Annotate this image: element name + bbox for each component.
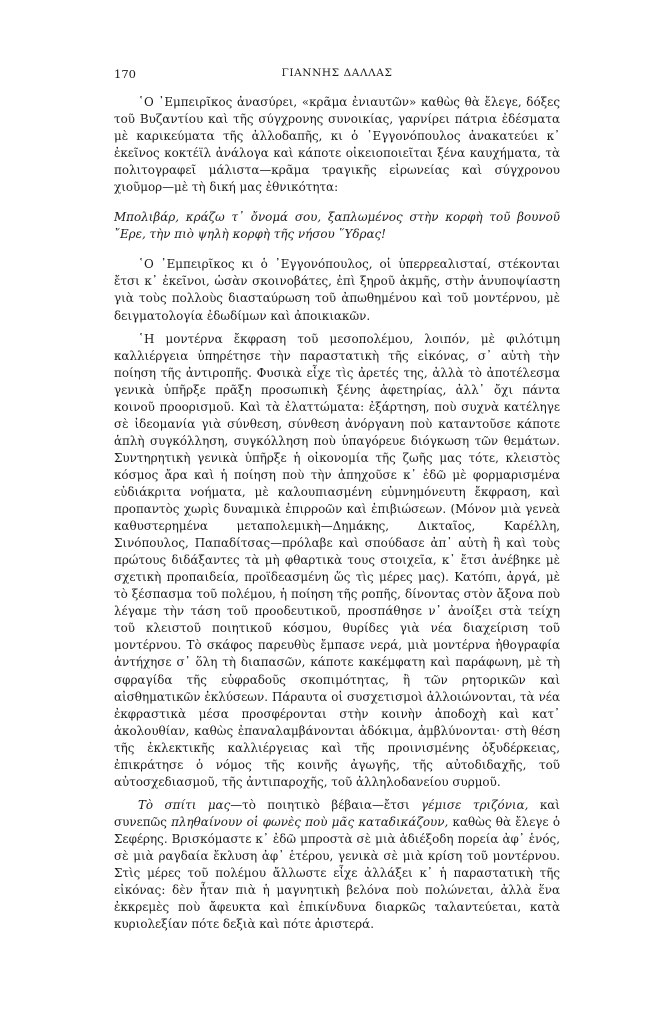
- paragraph-3: ῾Η μοντέρνα ἔκφραση τοῦ μεσοπολέμου, λοιπόν, μὲ φιλότιμη καλλιέργεια ὑπηρέτησε τὴν παραστατικὴ τῆς εἰκόνας, σ᾿ αὐτὴ τὴν ποίηση τῆς ἀντιροπῆς. Φυσικὰ εἶχε τὶς ἀρετές της, ἀλλὰ τὸ ἀποτέλεσμα γενικὰ ὑπῆρξε πρᾶξη προσωπικὴ ξένης ἀφετηρίας, ἀλλ᾿ ὄχι πάντα κοινοῦ προορισμοῦ. Καὶ τὰ ἐλαττώματα: ἐξάρτηση, ποὺ συχνὰ κατέληγε σὲ ἰδεομανία γιὰ σύνθεση, σύνθεση ἀνόργανη ποὺ καταντοῦσε κάποτε ἁπλὴ συγκόλληση, συγκόλληση ποὺ ὑπαγόρευε διόγκωση τῶν θεμάτων. Συντηρητικὴ γενικὰ ὑπῆρξε ἡ οἰκονομία τῆς ζωῆς μας τότε, κλειστὸς κόσμος ἄρα καὶ ἡ ποίηση ποὺ τὴν ἀπηχοῦσε κ᾿ ἐδῶ μὲ φορμαρισμένα εὐδιάκριτα νοήματα, μὲ καλουπιασμένη εὐμνημόνευτη ἔκφραση, καὶ προπαντὸς χωρὶς δυναμικὰ ἐπιρροῶν καὶ ἐπιβιώσεων. (Μόνον μιὰ γενεὰ καθυστερημένα μεταπολεμικὴ—Δημάκης, Δικταῖος, Καρέλλη, Σινόπουλος, Παπαδίτσας—πρόλαβε καὶ σπούδασε ἀπ᾿ αὐτὴ ἢ καὶ τοὺς πρώτους διδάξαντες τὰ μὴ φθαρτικὰ τους στοιχεῖα, κ᾿ ἔτσι ἀνέβηκε μὲ σχετικὴ προπαιδεία, προϊδεασμένη ὥς τὶς μέρες μας). Κατόπι, ἀργά, μὲ τὸ ξέσπασμα τοῦ πολέμου, ἡ ποίηση τῆς ροπῆς, δίνοντας στὸν ἄξονα ποὺ λέγαμε τὴν τάση τοῦ προοδευτικοῦ, προσπάθησε ν᾿ ἀνοίξει στὰ τείχη τοῦ κλειστοῦ ποιητικοῦ κόσμου, θυρίδες γιὰ νέα διαχείριση τοῦ μοντέρνου. Τὸ σκάφος παρευθὺς ἔμπασε νερά, μιὰ μοντέρνα ἠθογραφία ἀντήχησε σ᾿ ὅλη τὴ διαπασῶν, κάποτε κακέμφατη καὶ παράφωνη, μὲ τὴ σφραγίδα τῆς εὐφραδοῦς σκοπιμότητας, ἢ τῶν ρητορικῶν καὶ αἰσθηματικῶν ἐκλύσεων. Πάραυτα οἱ συσχετισμοὶ ἀλλοιώνονται, τὰ νέα ἐκφραστικὰ μέσα προσφέρονται στὴν κοινὴν ἀποδοχὴ καὶ κατ᾿ ἀκολουθίαν, καθὼς ἐπαναλαμβάνονται ἀδόκιμα, ἀμβλύνονται· στὴ θέση τῆς ἐκλεκτικῆς καλλιέργειας καὶ τῆς προινισμένης ὀξυδέρκειας, ἐπικράτησε ὁ νόμος τῆς κοινῆς ἀγωγῆς, τῆς αὐτοδιδαχῆς, τοῦ αὐτοσχεδιασμοῦ, τῆς ἀντιπαροχῆς, τοῦ ἀλληλοδανείου συρμοῦ.: [114, 331, 560, 789]
- paragraph-2: ῾Ο ᾿Εμπειρῖκος κι ὁ ᾿Εγγονόπουλος, οἱ ὑπερρεαλισταί, στέκονται ἔτσι κ᾿ ἐκεῖνοι, ὡσὰν σκοινοβάτες, ἐπὶ ξηροῦ ἀκμῆς, στὴν ἀνυποψίαστη γιὰ τοὺς πολλοὺς διασταύρωση τοῦ ἀπωθημένου καὶ τοῦ μοντέρνου, μὲ δειγματολογία ἐδωδίμων καὶ ἀποικιακῶν.: [114, 257, 560, 323]
- page-number: 170: [114, 67, 136, 81]
- text-run-3: καθὼς θὰ ἔλεγε ὁ Σεφέρης. Βρισκόμαστε κ᾿ ἐδῶ μπροστὰ σὲ μιὰ ἀδιέξοδη πορεία ἀφ᾿ ἑνός, σὲ μιὰ ραγδαία ἔκλυση ἀφ᾿ ἑτέρου, γενικὰ σὲ μιὰ κρίση τοῦ μοντέρνου. Στὶς μέρες τοῦ πολέμου ἄλλωστε εἶχε ἀλλάξει κ᾿ ἡ παραστατικὴ τῆς εἰκόνας: δὲν ἦταν πιὰ ἡ μαγνητικὴ βελόνα ποὺ πολώνεται, ἀλλὰ ἕνα ἐκκρεμὲς ποὺ ἄφευκτα καὶ ἐπικίνδυνα διαρκῶς ταλαντεύεται, κατὰ κυριολεξίαν πότε δεξιὰ καὶ πότε ἀριστερά.: [114, 814, 560, 932]
- page-header: [114, 67, 560, 85]
- paragraph-4: [114, 797, 560, 933]
- text-run-1: —τὸ ποιητικὸ βέβαια—ἔτσι: [230, 797, 422, 812]
- italic-phrase-1: Τὸ σπίτι μας: [138, 797, 231, 812]
- text-run-2: καὶ συνεπῶς: [114, 797, 560, 829]
- italic-phrase-2: γέμισε τριζόνια,: [421, 797, 529, 812]
- paragraph-1: ῾Ο ᾿Εμπειρῖκος ἀνασύρει, «κρᾶμα ἐνιαυτῶν» καθὼς θὰ ἔλεγε, δόξες τοῦ Βυζαντίου καὶ τῆς σύγχρονης συνοικίας, γαρνίρει πάτρια ἐδέσματα μὲ καρικεύματα τῆς ἀλλοδαπῆς, κι ὁ ᾿Εγγονόπουλος ἀνακατεύει κ᾿ ἐκεῖνος κοκτέϊλ ἀνάλογα καὶ κάποτε οἰκειοποιεῖται ξένα καυχήματα, τὰ πολιτογραφεῖ μάλιστα—κρᾶμα τραγικῆς εἰρωνείας καὶ σύγχρονου χιοῦμορ—μὲ τὴ δική μας ἐθνικότητα:: [114, 95, 560, 195]
- italic-phrase-3: πληθαίνουν οἱ φωνὲς ποὺ μᾶς καταδικάζουν,: [171, 814, 449, 829]
- body-text: [114, 94, 560, 933]
- verse-quote: Μπολιβάρ, κράζω τ᾿ ὄνομά σου, ξαπλωμένος στὴν κορφὴ τοῦ βουνοῦ ῎Ερε, τὴν πιὸ ψηλὴ κορφὴ τῆς νήσου ῞Υδρας!: [114, 210, 560, 242]
- running-title: ΓΙΑΝΝΗΣ ΔΑΛΛΑΣ: [281, 67, 393, 79]
